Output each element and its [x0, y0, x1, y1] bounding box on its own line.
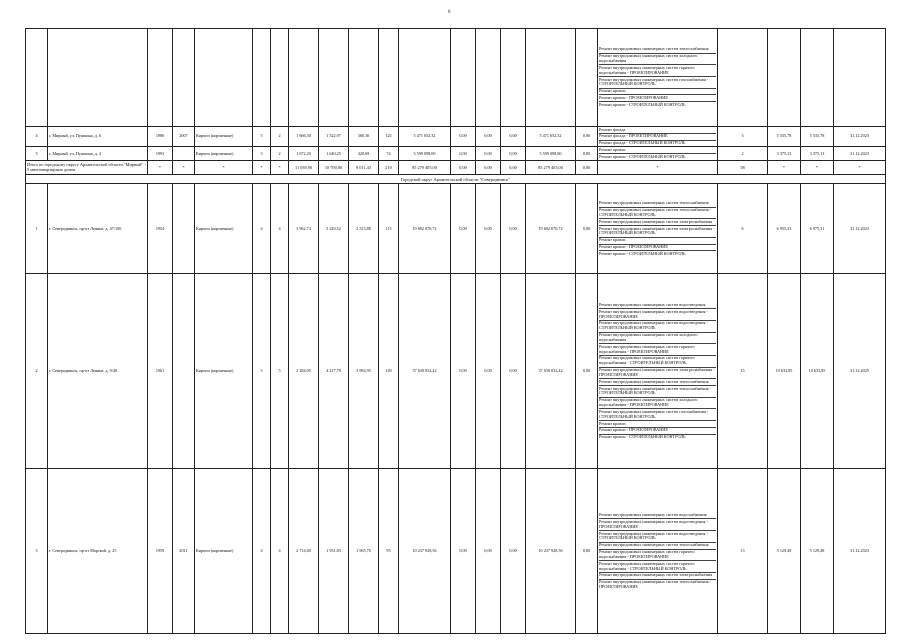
- wall-material-cell: Кирпич (кирпичные): [195, 184, 253, 274]
- cost-c-cell: 0,00: [501, 127, 526, 147]
- cost-total-cell: 10 237 928,56: [399, 469, 451, 634]
- work-item: Ремонт внутридомовых инженерных систем электроснабжения: [599, 219, 716, 226]
- register-sheet: [25, 28, 885, 640]
- works-cell: [598, 127, 718, 147]
- year-repair-cell: [173, 147, 195, 161]
- work-item: Ремонт внутридомовых инженерных систем водоотведения - ПРОЕКТИРОВАНИЕ: [599, 519, 716, 531]
- unit-cost-max-cell: 3 375,13: [801, 147, 834, 161]
- entrances-cell: 4: [271, 469, 289, 634]
- subtotal-star: *: [253, 161, 271, 175]
- cost-a-cell: 0,00: [451, 184, 476, 274]
- entrances-cell: 5: [271, 274, 289, 469]
- repair-program-table: [25, 28, 886, 634]
- table-row: [26, 274, 886, 469]
- floors-cell: 4: [253, 469, 271, 634]
- cost-e-cell: 0,00: [576, 469, 598, 634]
- address-cell: г. Северодвинск, пр-кт Ленина, д. 47/100: [48, 184, 148, 274]
- area-total-cell: 1 666,30: [289, 127, 319, 147]
- work-item: Ремонт внутридомовых инженерных систем водоотведения - СТРОИТЕЛЬНЫЙ КОНТРОЛЬ: [599, 531, 716, 543]
- entrances-cell: 4: [271, 184, 289, 274]
- area-owned-cell: 1 965,70: [349, 469, 379, 634]
- work-item: Ремонт внутридомовых инженерных систем водоотведения - СТРОИТЕЛЬНЫЙ КОНТРОЛЬ: [599, 321, 716, 333]
- subtotal-cost-e: 0,00: [576, 161, 598, 175]
- unit-cost-cell: 5 129,48: [768, 469, 801, 634]
- work-item: Ремонт внутридомовых инженерных систем газоснабжения - СТРОИТЕЛЬНЫЙ КОНТРОЛЬ: [599, 409, 716, 421]
- work-item: Ремонт внутридомовых инженерных систем водоотведения: [599, 302, 716, 309]
- work-item: Ремонт внутридомовых инженерных систем горячего водоснабжения - ПРОЕКТИРОВАНИЕ: [599, 344, 716, 356]
- work-item: Ремонт внутридомовых инженерных систем холодного водоснабжения - ПРОЕКТИРОВАНИЕ: [599, 398, 716, 410]
- entrances-cell: 2: [271, 147, 289, 161]
- deadline-cell: 31.12.2023: [834, 127, 886, 147]
- work-item: Ремонт кровли - ПРОЕКТИРОВАНИЕ: [599, 95, 716, 102]
- cost-e-cell: 0,00: [576, 184, 598, 274]
- row-number: 2: [26, 274, 48, 469]
- work-item: Ремонт внутридомовых инженерных систем горячего водоснабжения - ПРОЕКТИРОВАНИЕ: [599, 65, 716, 77]
- address-cell: г. Северодвинск, пр-кт Морской, д. 25: [48, 469, 148, 634]
- subtotal-star: *: [768, 161, 801, 175]
- cost-a-cell: 0,00: [451, 469, 476, 634]
- area-total-cell: 1 672,20: [289, 147, 319, 161]
- works-cell: [598, 274, 718, 469]
- cost-total-cell: 19 692 070,72: [399, 184, 451, 274]
- residents-cell: 149: [379, 274, 399, 469]
- works-cell: [598, 147, 718, 161]
- row-number: 5: [26, 147, 48, 161]
- cost-a-cell: 0,00: [451, 274, 476, 469]
- work-count-cell: 15: [718, 274, 768, 469]
- cost-b-cell: 0,00: [476, 147, 501, 161]
- carry-over-row: [26, 29, 886, 127]
- year-built-cell: 1986: [148, 127, 173, 147]
- subtotal-star: *: [834, 161, 886, 175]
- work-count-cell: 13: [718, 469, 768, 634]
- work-item: Ремонт внутридомовых инженерных систем горячего водоснабжения - СТРОИТЕЛЬНЫЙ КОНТРОЛЬ: [599, 356, 716, 368]
- area-total-cell: 2 284,05: [289, 274, 319, 469]
- work-item: Ремонт внутридомовых инженерных систем холодного водоснабжения: [599, 54, 716, 66]
- wall-material-cell: Кирпич (кирпичные): [195, 127, 253, 147]
- wall-material-cell: Кирпич (кирпичные): [195, 274, 253, 469]
- subtotal-star: *: [148, 161, 173, 175]
- subtotal-area-living: 10 700,80: [319, 161, 349, 175]
- work-item: Ремонт фасада - СТРОИТЕЛЬНЫЙ КОНТРОЛЬ: [599, 140, 686, 146]
- cost-c-cell: 0,00: [501, 147, 526, 161]
- work-item: Ремонт внутридомовых инженерных систем электроснабжения: [599, 573, 716, 580]
- subtotal-cost-total: 85 279 405,00: [399, 161, 451, 175]
- subtotal-work-count: 58: [718, 161, 768, 175]
- work-count-cell: 3: [718, 127, 768, 147]
- floors-cell: 5: [253, 274, 271, 469]
- subtotal-cost-c: 0,00: [501, 161, 526, 175]
- work-item: Ремонт внутридомовых инженерных систем теплоснабжения - СТРОИТЕЛЬНЫЙ КОНТРОЛЬ: [599, 208, 716, 220]
- work-item: Ремонт кровли: [599, 89, 716, 96]
- work-item: Ремонт внутридомовых инженерных систем теплоснабжения: [599, 543, 716, 550]
- work-item: Ремонт фасада - ПРОЕКТИРОВАНИЕ: [599, 134, 716, 141]
- cost-b-cell: 0,00: [476, 184, 501, 274]
- works-cell: [598, 184, 718, 274]
- area-owned-cell: 420,69: [349, 147, 379, 161]
- cost-c-cell: 0,00: [501, 274, 526, 469]
- residents-cell: 115: [379, 184, 399, 274]
- unit-cost-max-cell: 10 633,85: [801, 274, 834, 469]
- area-total-cell: 2 714,60: [289, 469, 319, 634]
- work-item: Ремонт кровли - СТРОИТЕЛЬНЫЙ КОНТРОЛЬ: [599, 434, 686, 440]
- work-item: Ремонт внутридомовых инженерных систем электроснабжения - ПРОЕКТИРОВАНИЕ: [599, 368, 716, 380]
- subtotal-label: Итого по городскому округу Архангельской области "Мирный" - 5 многоквартирных домов: [26, 161, 148, 175]
- address-cell: г. Мирный, ул. Пушкина, д. 4: [48, 147, 148, 161]
- work-item: Ремонт внутридомовых инженерных систем водоотведения - ПРОЕКТИРОВАНИЕ: [599, 309, 716, 321]
- subtotal-star: *: [271, 161, 289, 175]
- page-number: 6: [448, 10, 451, 15]
- work-item: Ремонт кровли - ПРОЕКТИРОВАНИЕ: [599, 245, 716, 252]
- work-item: Ремонт внутридомовых инженерных систем теплоснабжения: [599, 201, 716, 208]
- subtotal-cost-a: 0,00: [451, 161, 476, 175]
- cost-d-cell: 5 471 652,32: [526, 127, 576, 147]
- floors-cell: 5: [253, 127, 271, 147]
- cost-a-cell: 0,00: [451, 127, 476, 147]
- work-item: Ремонт кровли - СТРОИТЕЛЬНЫЙ КОНТРОЛЬ: [599, 250, 686, 256]
- work-item: Ремонт внутридомовых инженерных систем теплоснабжения: [599, 47, 716, 54]
- year-repair-cell: 2007: [173, 127, 195, 147]
- address-cell: г. Северодвинск, пр-кт Ленина, д. 9/40: [48, 274, 148, 469]
- row-number: 4: [26, 127, 48, 147]
- residents-cell: 125: [379, 127, 399, 147]
- residents-cell: 74: [379, 147, 399, 161]
- deadline-cell: 31.12.2025: [834, 274, 886, 469]
- work-item: Ремонт внутридомовых инженерных систем горячего водоснабжения - СТРОИТЕЛЬНЫЙ КОНТРОЛЬ: [599, 561, 716, 573]
- address-cell: г. Мирный, ул. Пушкина, д. 6: [48, 127, 148, 147]
- floors-cell: 5: [253, 147, 271, 161]
- unit-cost-max-cell: 6 975,31: [801, 184, 834, 274]
- cost-c-cell: 0,00: [501, 184, 526, 274]
- subtotal-star: *: [598, 161, 718, 175]
- cost-e-cell: 0,00: [576, 274, 598, 469]
- subtotal-area-owned: 9 011,43: [349, 161, 379, 175]
- work-item: Ремонт внутридомовых инженерных систем теплоснабжения: [599, 379, 716, 386]
- work-item: Ремонт внутридомовых инженерных систем теплоснабжения - СТРОИТЕЛЬНЫЙ КОНТРОЛЬ: [599, 386, 716, 398]
- unit-cost-cell: 3 375,13: [768, 147, 801, 161]
- table-row: [26, 147, 886, 161]
- area-living-cell: 3 249,52: [319, 184, 349, 274]
- cost-b-cell: 0,00: [476, 127, 501, 147]
- work-item: Ремонт внутридомовых инженерных систем горячего водоснабжения - ПРОЕКТИРОВАНИЕ: [599, 550, 716, 562]
- work-item: Ремонт внутридомовых инженерных систем электроснабжения - СТРОИТЕЛЬНЫЙ КОНТРОЛЬ: [599, 226, 716, 238]
- deadline-cell: 31.12.2023: [834, 147, 886, 161]
- work-item: Ремонт внутридомовых инженерных систем теплоснабжения - ПРОЕКТИРОВАНИЕ: [599, 579, 711, 590]
- entrances-cell: 2: [271, 127, 289, 147]
- table-row: [26, 469, 886, 634]
- area-living-cell: 1 640,25: [319, 147, 349, 161]
- table-row: [26, 184, 886, 274]
- work-count-cell: 6: [718, 184, 768, 274]
- cost-e-cell: 0,00: [576, 147, 598, 161]
- area-living-cell: 4 217,70: [319, 274, 349, 469]
- work-item: Ремонт кровли - СТРОИТЕЛЬНЫЙ КОНТРОЛЬ: [599, 153, 686, 159]
- unit-cost-cell: 6 955,31: [768, 184, 801, 274]
- row-number: 1: [26, 184, 48, 274]
- area-living-cell: 1 931,83: [319, 469, 349, 634]
- area-owned-cell: 3 994,95: [349, 274, 379, 469]
- work-item: Ремонт кровли: [599, 421, 716, 428]
- cost-d-cell: 19 692 070,72: [526, 184, 576, 274]
- work-count-cell: 2: [718, 147, 768, 161]
- floors-cell: 4: [253, 184, 271, 274]
- subtotal-star: *: [195, 161, 253, 175]
- area-owned-cell: 360,30: [349, 127, 379, 147]
- work-item: Ремонт внутридомовых инженерных систем водоснабжения: [599, 513, 716, 520]
- subtotal-row: [26, 161, 886, 175]
- subtotal-star: *: [801, 161, 834, 175]
- residents-cell: 95: [379, 469, 399, 634]
- cost-a-cell: 0,00: [451, 147, 476, 161]
- subtotal-area-total: 11 039,90: [289, 161, 319, 175]
- carry-over-works-cell: [598, 29, 718, 127]
- area-total-cell: 3 962,74: [289, 184, 319, 274]
- work-item: Ремонт внутридомовых инженерных систем холодного водоснабжения: [599, 333, 716, 345]
- year-built-cell: 1961: [148, 274, 173, 469]
- cost-total-cell: 37 630 032,42: [399, 274, 451, 469]
- row-number: 3: [26, 469, 48, 634]
- work-item: Ремонт кровли - СТРОИТЕЛЬНЫЙ КОНТРОЛЬ: [599, 101, 686, 107]
- unit-cost-cell: 5 535,78: [768, 127, 801, 147]
- subtotal-star: *: [173, 161, 195, 175]
- cost-b-cell: 0,00: [476, 469, 501, 634]
- cost-total-cell: 5 471 652,32: [399, 127, 451, 147]
- cost-d-cell: 10 237 928,56: [526, 469, 576, 634]
- works-cell: [598, 469, 718, 634]
- year-built-cell: 1993: [148, 147, 173, 161]
- cost-b-cell: 0,00: [476, 274, 501, 469]
- deadline-cell: 31.12.2023: [834, 184, 886, 274]
- cost-d-cell: 37 630 032,42: [526, 274, 576, 469]
- work-item: Ремонт кровли - ПРОЕКТИРОВАНИЕ: [599, 428, 716, 435]
- cost-d-cell: 5 599 098,00: [526, 147, 576, 161]
- year-built-cell: 1959: [148, 469, 173, 634]
- area-owned-cell: 2 513,88: [349, 184, 379, 274]
- area-living-cell: 1 522,97: [319, 127, 349, 147]
- work-item: Ремонт фасада: [599, 127, 716, 134]
- unit-cost-max-cell: 5 535,78: [801, 127, 834, 147]
- cost-e-cell: 0,00: [576, 127, 598, 147]
- work-item: Ремонт кровли: [599, 148, 716, 155]
- unit-cost-max-cell: 5 129,48: [801, 469, 834, 634]
- unit-cost-cell: 10 633,85: [768, 274, 801, 469]
- wall-material-cell: Кирпич (кирпичные): [195, 469, 253, 634]
- wall-material-cell: Кирпич (кирпичные): [195, 147, 253, 161]
- section-title: Городской округ Архангельской области "Северодвинск": [26, 175, 886, 184]
- table-row: [26, 127, 886, 147]
- year-repair-cell: [173, 274, 195, 469]
- deadline-cell: 31.12.2023: [834, 469, 886, 634]
- work-item: Ремонт внутридомовых инженерных систем газоснабжения - СТРОИТЕЛЬНЫЙ КОНТРОЛЬ: [599, 77, 716, 89]
- cost-c-cell: 0,00: [501, 469, 526, 634]
- subtotal-residents: 210: [379, 161, 399, 175]
- cost-total-cell: 5 599 098,00: [399, 147, 451, 161]
- year-repair-cell: 2011: [173, 469, 195, 634]
- year-built-cell: 1954: [148, 184, 173, 274]
- work-item: Ремонт кровли: [599, 238, 716, 245]
- section-heading-row: [26, 175, 886, 184]
- subtotal-cost-b: 0,00: [476, 161, 501, 175]
- subtotal-cost-d: 85 279 405,00: [526, 161, 576, 175]
- year-repair-cell: [173, 184, 195, 274]
